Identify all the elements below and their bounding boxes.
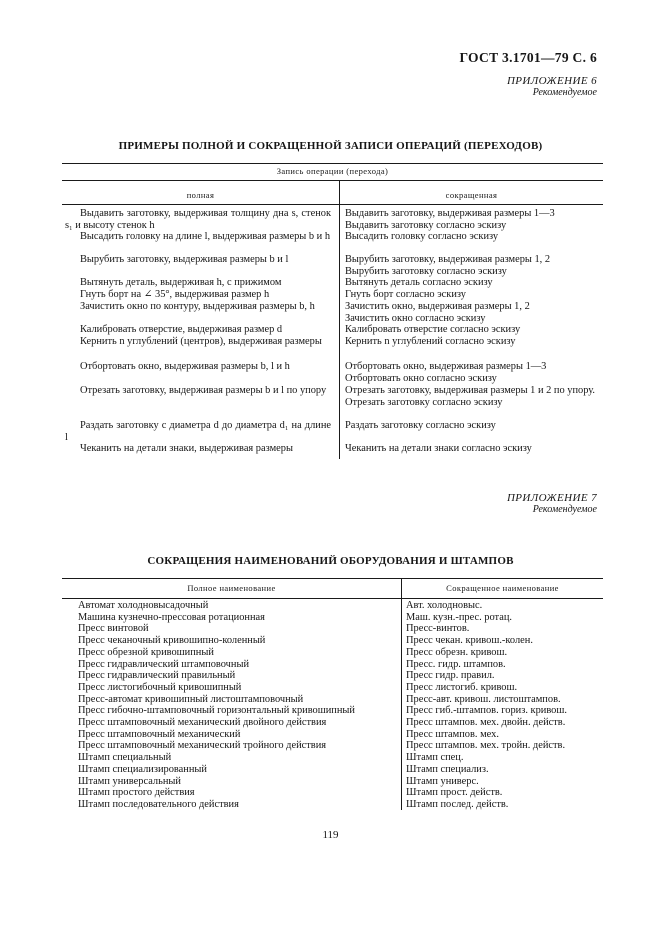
table1-column-divider (339, 180, 340, 459)
table2-top-rule (62, 578, 603, 579)
table2-short-cell: Пресс штампов. мех. (406, 728, 499, 740)
table1-short-line: Зачистить окно, выдерживая размеры 1, 2 (345, 301, 530, 312)
table1-col-full-header: полная (186, 190, 215, 200)
table2-short-cell: Пресс-винтов. (406, 623, 470, 635)
table2-full-cell: Машина кузнечно-прессовая ротационная (78, 611, 265, 623)
table2-full-cell: Штамп специальный (78, 752, 172, 764)
table1-short-line: Отбортовать окно, выдерживая размеры 1—3 (345, 361, 547, 372)
table2-short-cell: Штамп послед. действ. (406, 798, 509, 810)
table2-short-cell: Пресс гиб.-штампов. гориз. кривош. (406, 705, 567, 717)
table1-col-short-header: сокращенная (445, 190, 498, 200)
table1-short-line: Калибровать отверстие согласно эскизу (345, 324, 521, 335)
table1-full-cell: Чеканить на детали знаки, выдерживая размеры (80, 443, 293, 454)
table2-full-cell: Автомат холодновысадочный (78, 600, 209, 611)
table1-full-cell: Вырубить заготовку, выдерживая размеры b и l (80, 254, 289, 265)
table2-col-short-header: Сокращенное наименование (446, 583, 559, 593)
table1-short-cell (345, 231, 601, 243)
table2-header-rule (62, 598, 603, 599)
table2-full-cell: Штамп специализированный (78, 763, 207, 775)
table2-short-cell: Пресс гидр. правил. (406, 670, 495, 682)
table2-full-cell: Пресс штамповочный механический тройного действия (78, 740, 327, 752)
appendix-6-title: ПРИМЕРЫ ПОЛНОЙ И СОКРАЩЕННОЙ ЗАПИСИ ОПЕРАЦИЙ (ПЕРЕХОДОВ) (118, 140, 543, 152)
table1-full-cell: Отбортовать окно, выдерживая размеры b, l и h (80, 361, 290, 372)
table2-full-cell: Пресс гидравлический правильный (78, 670, 236, 682)
table2-short-cell: Пресс листогиб. кривош. (406, 681, 518, 693)
appendix-7-heading (507, 493, 597, 515)
table1-caption-rule (62, 180, 603, 181)
table2-short-cell: Пресс чекан. кривош.-колен. (406, 635, 533, 647)
table1-full-cell: Вытянуть деталь, выдерживая h, с прижимом (80, 277, 282, 288)
table1-full-cell: Раздать заготовку с диаметра d до диаметра d₁ на длине l (65, 420, 331, 443)
table1-short-cell (345, 324, 601, 336)
table1-short-line: Раздать заготовку согласно эскизу (345, 420, 496, 431)
table1-short-cell (345, 277, 601, 289)
table1-short-line: Вытянуть деталь согласно эскизу (345, 277, 493, 288)
appendix-7-title: СОКРАЩЕНИЯ НАИМЕНОВАНИЙ ОБОРУДОВАНИЯ И ШТАМПОВ (147, 555, 514, 567)
table1-short-line: Высадить головку согласно эскизу (345, 231, 499, 242)
table2-short-cell: Пресс обрезн. кривош. (406, 646, 508, 658)
table1-short-cell (345, 420, 601, 432)
table1-short-cell (345, 254, 601, 277)
table2-col-full-header: Полное наименование (187, 583, 276, 593)
table2-full-cell: Пресс чеканочный кривошипно-коленный (78, 635, 266, 647)
table2-full-cell: Пресс штамповочный механический (78, 728, 241, 740)
table2-full-cell: Штамп простого действия (78, 787, 195, 799)
table2-short-cell: Штамп специализ. (406, 763, 489, 775)
table1-short-cell (345, 301, 601, 324)
table2-full-cell: Штамп универсальный (78, 775, 181, 787)
table1-full-cell: Высадить головку на длине l, выдерживая размеры b и h (80, 231, 331, 242)
table1-short-line: Отрезать заготовку, выдерживая размеры 1 и 2 по упору. (345, 385, 596, 396)
table1-full-cell: Гнуть борт на ∠ 35°, выдерживая размер h (80, 289, 270, 300)
table2-short-cell: Авт. холодновыс. (406, 600, 483, 611)
table1-short-cell (345, 361, 601, 384)
table2-short-cell: Маш. кузн.-прес. ротац. (406, 611, 512, 623)
table1-short-line: Отбортовать окно согласно эскизу (345, 372, 497, 384)
table1-short-line: Вырубить заготовку согласно эскизу (345, 265, 507, 277)
appendix-7-status: Рекомендуемое (532, 504, 597, 515)
table1-short-cell (345, 336, 601, 348)
table1-full-cell: Калибровать отверстие, выдерживая размер d (80, 324, 283, 335)
table2-short-cell: Пресс штампов. мех. двойн. действ. (406, 717, 566, 728)
table1-short-line: Вырубить заготовку, выдерживая размеры 1, 2 (345, 254, 551, 265)
table2-full-cell: Пресс-автомат кривошипный листоштамповочный (78, 693, 304, 705)
table1-short-line: Отрезать заготовку согласно эскизу (345, 396, 503, 408)
table2-full-cell: Пресс гибочно-штамповочный горизонтальный кривошипный (78, 705, 355, 717)
table2-short-cell: Штамп прост. действ. (406, 787, 503, 799)
table1-short-line: Выдавить заготовку, выдерживая размеры 1—3 (345, 208, 555, 219)
table2-short-cell: Штамп универс. (406, 775, 479, 787)
appendix-6-label: ПРИЛОЖЕНИЕ 6 (506, 75, 597, 87)
appendix-6-heading (507, 76, 597, 98)
table2-short-cell: Штамп спец. (406, 752, 464, 764)
table1-short-line: Выдавить заготовку согласно эскизу (345, 219, 507, 231)
table1-short-line: Чеканить на детали знаки согласно эскизу (345, 443, 532, 454)
table1-short-cell (345, 208, 601, 231)
table2-short-cell: Пресс штампов. мех. тройн. действ. (406, 740, 566, 752)
table1-short-cell (345, 385, 601, 408)
table2-short-cell: Пресс. гидр. штампов. (406, 658, 506, 670)
appendix-7-label: ПРИЛОЖЕНИЕ 7 (506, 492, 597, 504)
page-number: 119 (322, 829, 339, 841)
table1-short-cell (345, 443, 601, 455)
table1-full-cell: Зачистить окно по контуру, выдерживая размеры b, h (80, 301, 315, 312)
table1-short-line: Кернить n углублений согласно эскизу (345, 336, 516, 347)
table1-header-rule (62, 204, 603, 205)
table2-full-cell: Пресс гидравлический штамповочный (78, 658, 249, 670)
table1-short-line: Гнуть борт согласно эскизу (345, 289, 466, 300)
table1-short-cell (345, 289, 601, 301)
table1-full-cell: Кернить n углублений (центров), выдерживая размеры (80, 336, 322, 347)
table2-full-cell: Пресс обрезной кривошипный (78, 646, 214, 658)
table2-full-cell: Пресс винтовой (78, 623, 149, 635)
table2-full-cell: Штамп последовательного действия (78, 798, 239, 810)
table2-full-cell: Пресс штамповочный механический двойного действия (78, 717, 327, 728)
table2-full-cell: Пресс листогибочный кривошипный (78, 681, 242, 693)
table2-short-cell: Пресс-авт. кривош. листоштампов. (406, 693, 561, 705)
table2-column-divider (401, 578, 402, 810)
table1-top-rule (62, 163, 603, 164)
appendix-6-status: Рекомендуемое (532, 87, 597, 98)
table1-caption: Запись операции (перехода) (276, 166, 389, 176)
table1-short-line: Зачистить окно согласно эскизу (345, 312, 486, 324)
standard-reference: ГОСТ 3.1701—79 С. 6 (459, 50, 597, 65)
table1-full-cell: Выдавить заготовку, выдерживая толщину дна s, стенок s₁ и высоту стенок h (65, 208, 331, 231)
table1-full-cell: Отрезать заготовку, выдерживая размеры b и l по упору (80, 385, 327, 396)
